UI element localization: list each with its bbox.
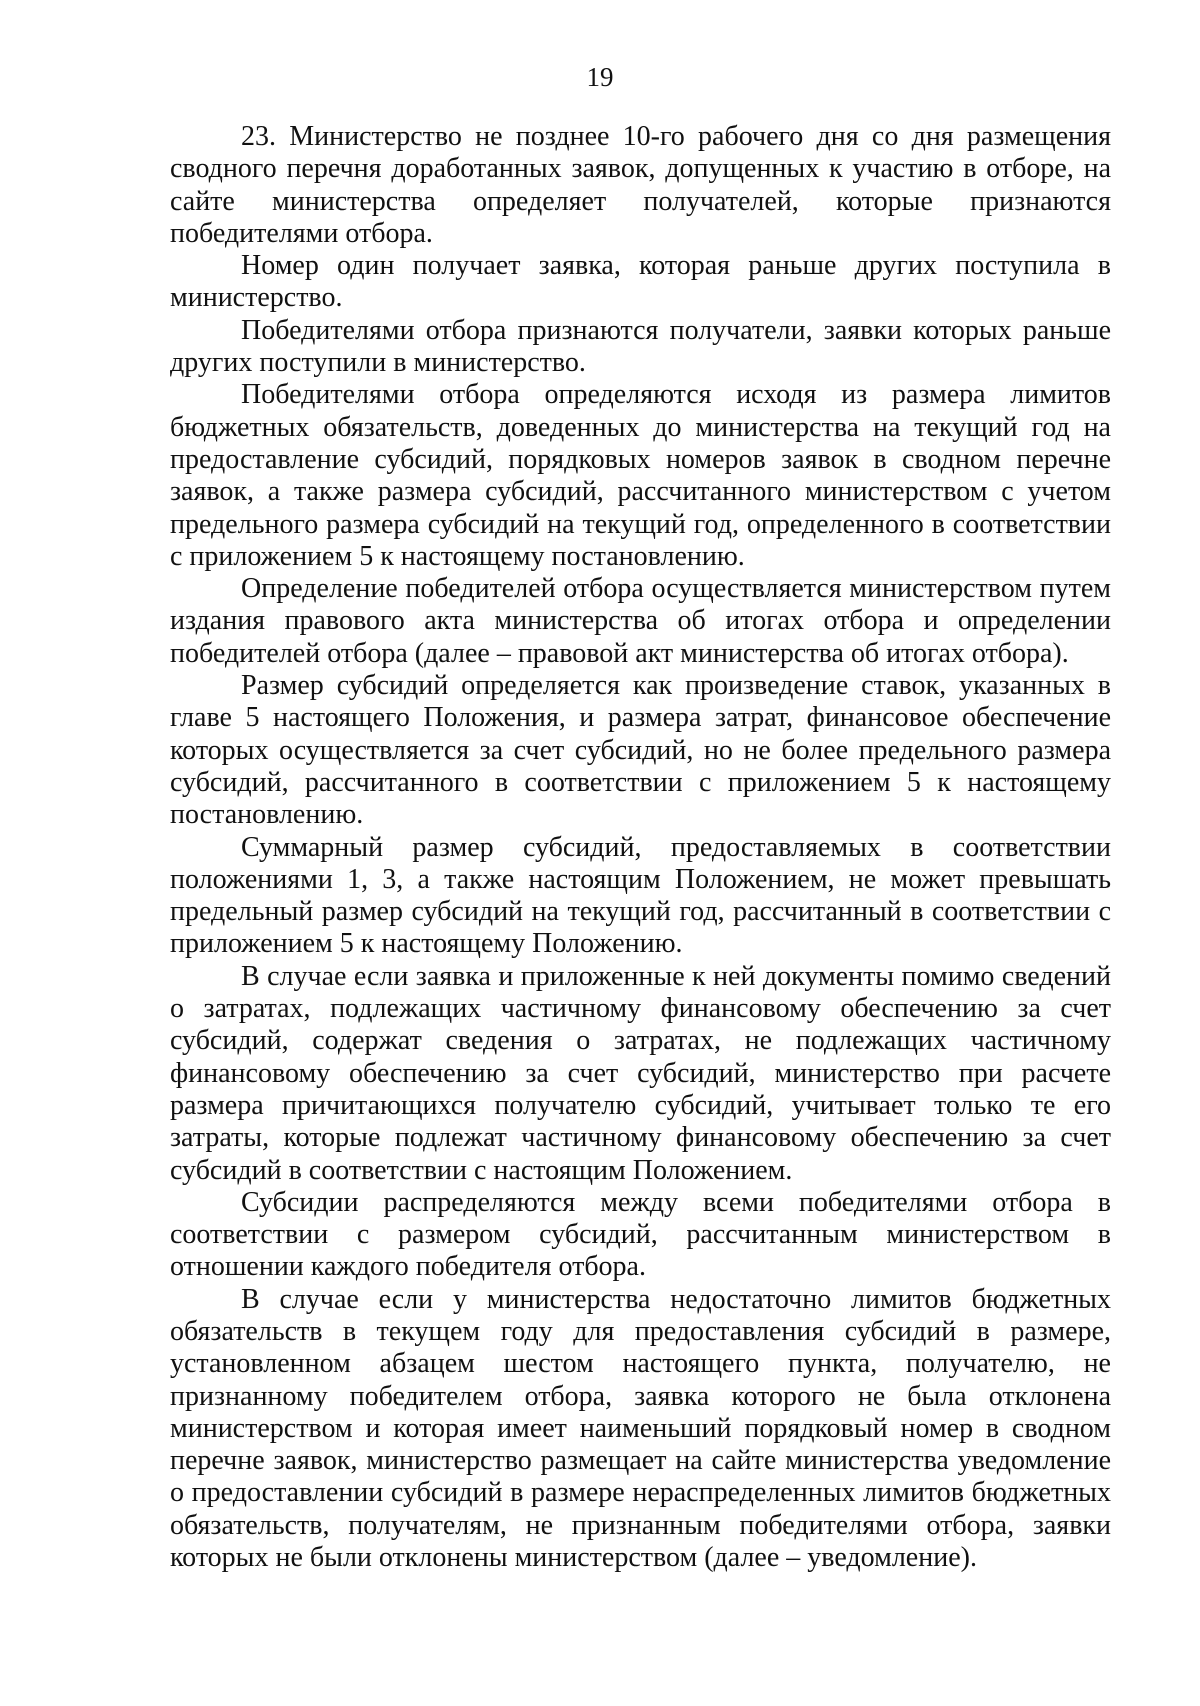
page-number: 19 [586,62,614,92]
paragraph-winners-legal-act: Определение победителей отбора осуществляется министерством путем издания правового акта министерства об итогах отбора и определении победителей отбора (далее – правовой акт министерства об итогах отбора). [170,573,1111,669]
paragraph-subsidy-distribution: Субсидии распределяются между всеми победителями отбора в соответствии с размером субсидий, рассчитанным министерством в отношении каждого победителя отбора. [170,1186,1111,1283]
paragraph-item-23: 23. Министерство не позднее 10-го рабочего дня со дня размещения сводного перечня доработанных заявок, допущенных к участию в отборе, на сайте министерства определяет получателей, которые признаются победителями отбора. [170,121,1111,249]
paragraph-winners-recognized: Победителями отбора признаются получатели, заявки которых раньше других поступили в министерство. [170,314,1111,379]
paragraph-cost-accounting: В случае если заявка и приложенные к ней документы помимо сведений о затратах, подлежащих частичному финансовому обеспечению за счет субсидий, содержат сведения о затратах, не подлежащих частичному финансовому обеспечению за счет субсидий, министерство при расчете размера причитающихся получателю субсидий, учитывает только те его затраты, которые подлежат частичному финансовому обеспечению за счет субсидий в соответствии с настоящим Положением. [170,960,1111,1186]
paragraph-insufficient-limits: В случае если у министерства недостаточно лимитов бюджетных обязательств в текущем году для предоставления субсидий в размере, установленном абзацем шестом настоящего пункта, получателю, не признанному победителем отбора, заявка которого не была отклонена министерством и которая имеет наименьший порядковый номер в сводном перечне заявок, министерство размещает на сайте министерства уведомление о предоставлении субсидий в размере нераспределенных лимитов бюджетных обязательств, получателям, не признанным победителями отбора, заявки которых не были отклонены министерством (далее – уведомление). [170,1283,1111,1574]
paragraph-total-subsidy-size: Суммарный размер субсидий, предоставляемых в соответствии положениями 1, 3, а также настоящим Положением, не может превышать предельный размер субсидий на текущий год, рассчитанный в соответствии с приложением 5 к настоящему Положению. [170,831,1111,960]
paragraph-number-one: Номер один получает заявка, которая раньше других поступила в министерство. [170,250,1111,314]
paragraph-subsidy-size: Размер субсидий определяется как произведение ставок, указанных в главе 5 настоящего Положения, и размера затрат, финансовое обеспечение которых осуществляется за счет субсидий, но не более предельного размера субсидий, рассчитанного в соответствии с приложением 5 к настоящему постановлению. [170,670,1111,831]
document-body [170,121,1111,1574]
paragraph-winners-determined: Победителями отбора определяются исходя из размера лимитов бюджетных обязательств, доведенных до министерства на текущий год на предоставление субсидий, порядковых номеров заявок в сводном перечне заявок, а также размера субсидий, рассчитанного министерством с учетом предельного размера субсидий на текущий год, определенного в соответствии с приложением 5 к настоящему постановлению. [170,379,1111,572]
